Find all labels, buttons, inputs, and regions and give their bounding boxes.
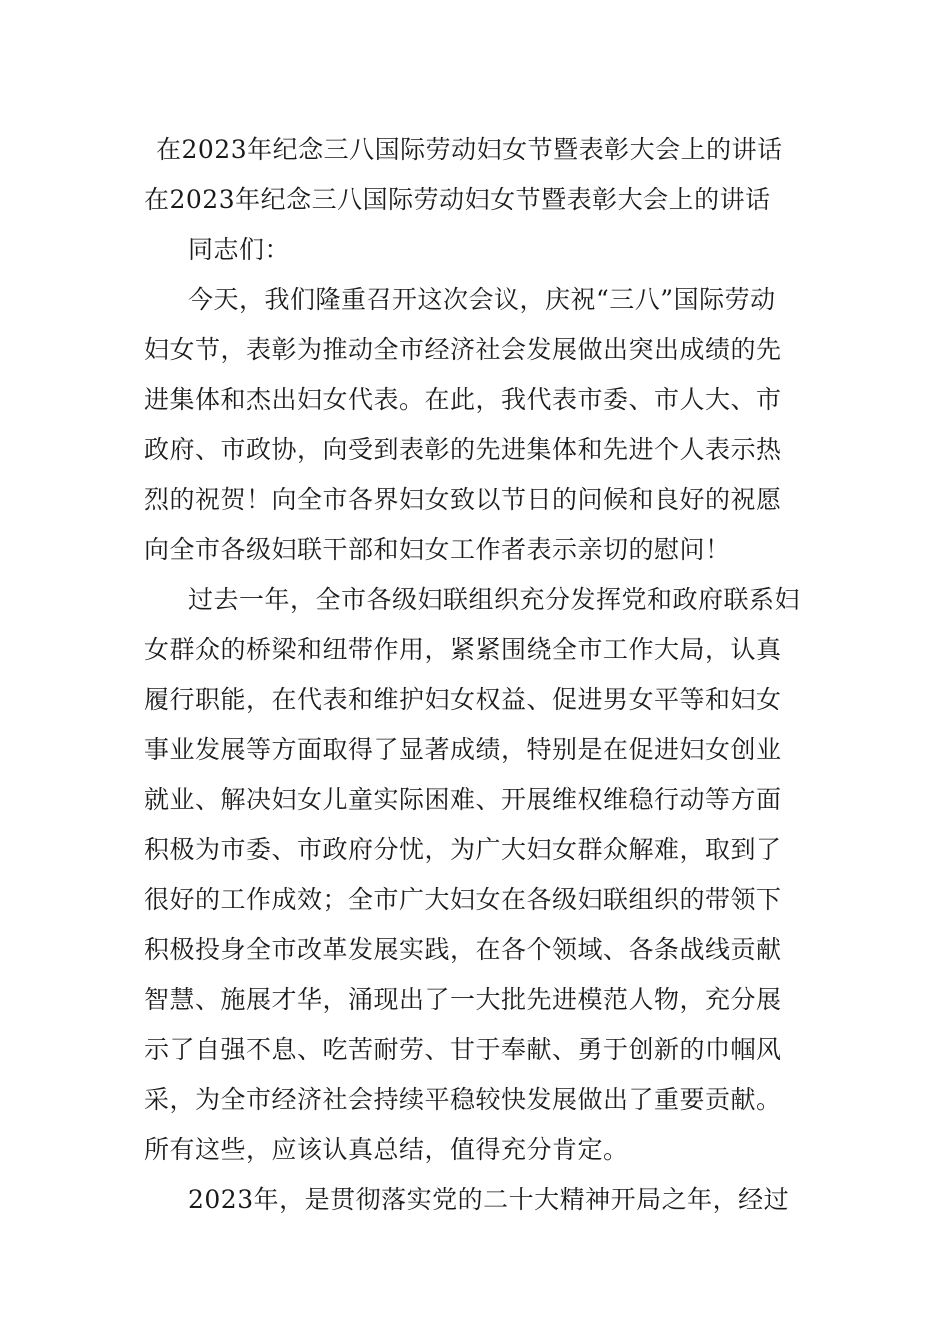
paragraph-1-line: 进集体和杰出妇女代表。在此，我代表市委、市人大、市 xyxy=(144,385,782,414)
paragraph-1-line: 今天，我们隆重召开这次会议，庆祝“三八”国际劳动 xyxy=(188,285,776,314)
paragraph-2-line: 采，为全市经济社会持续平稳较快发展做出了重要贡献。 xyxy=(144,1085,782,1114)
paragraph-2-line: 积极投身全市改革发展实践，在各个领域、各条战线贡献 xyxy=(144,935,782,964)
paragraph-2-line: 过去一年，全市各级妇联组织充分发挥党和政府联系妇 xyxy=(188,585,801,614)
paragraph-2-line: 女群众的桥梁和纽带作用，紧紧围绕全市工作大局，认真 xyxy=(144,635,782,664)
paragraph-2-line: 示了自强不息、吃苦耐劳、甘于奉献、勇于创新的巾帼风 xyxy=(144,1035,782,1064)
paragraph-3-line: 2023年，是贯彻落实党的二十大精神开局之年，经过 xyxy=(188,1185,790,1214)
paragraph-1-line: 向全市各级妇联干部和妇女工作者表示亲切的慰问！ xyxy=(144,535,731,564)
paragraph-2-line: 履行职能，在代表和维护妇女权益、促进男女平等和妇女 xyxy=(144,685,782,714)
paragraph-1-line: 妇女节，表彰为推动全市经济社会发展做出突出成绩的先 xyxy=(144,335,782,364)
paragraph-2-line: 就业、解决妇女儿童实际困难、开展维权维稳行动等方面 xyxy=(144,785,782,814)
title-line-1: 在2023年纪念三八国际劳动妇女节暨表彰大会上的讲话 xyxy=(156,135,783,164)
paragraph-2-line: 智慧、施展才华，涌现出了一大批先进模范人物，充分展 xyxy=(144,985,782,1014)
paragraph-2-line: 事业发展等方面取得了显著成绩，特别是在促进妇女创业 xyxy=(144,735,782,764)
paragraph-1-line: 烈的祝贺！向全市各界妇女致以节日的问候和良好的祝愿 xyxy=(144,485,782,514)
salutation: 同志们： xyxy=(188,235,291,264)
paragraph-2-line: 所有这些，应该认真总结，值得充分肯定。 xyxy=(144,1135,629,1164)
paragraph-2-line: 积极为市委、市政府分忧，为广大妇女群众解难，取到了 xyxy=(144,835,782,864)
paragraph-2-line: 很好的工作成效；全市广大妇女在各级妇联组织的带领下 xyxy=(144,885,782,914)
title-line-2: 在2023年纪念三八国际劳动妇女节暨表彰大会上的讲话 xyxy=(144,185,771,214)
paragraph-1-line: 政府、市政协，向受到表彰的先进集体和先进个人表示热 xyxy=(144,435,782,464)
